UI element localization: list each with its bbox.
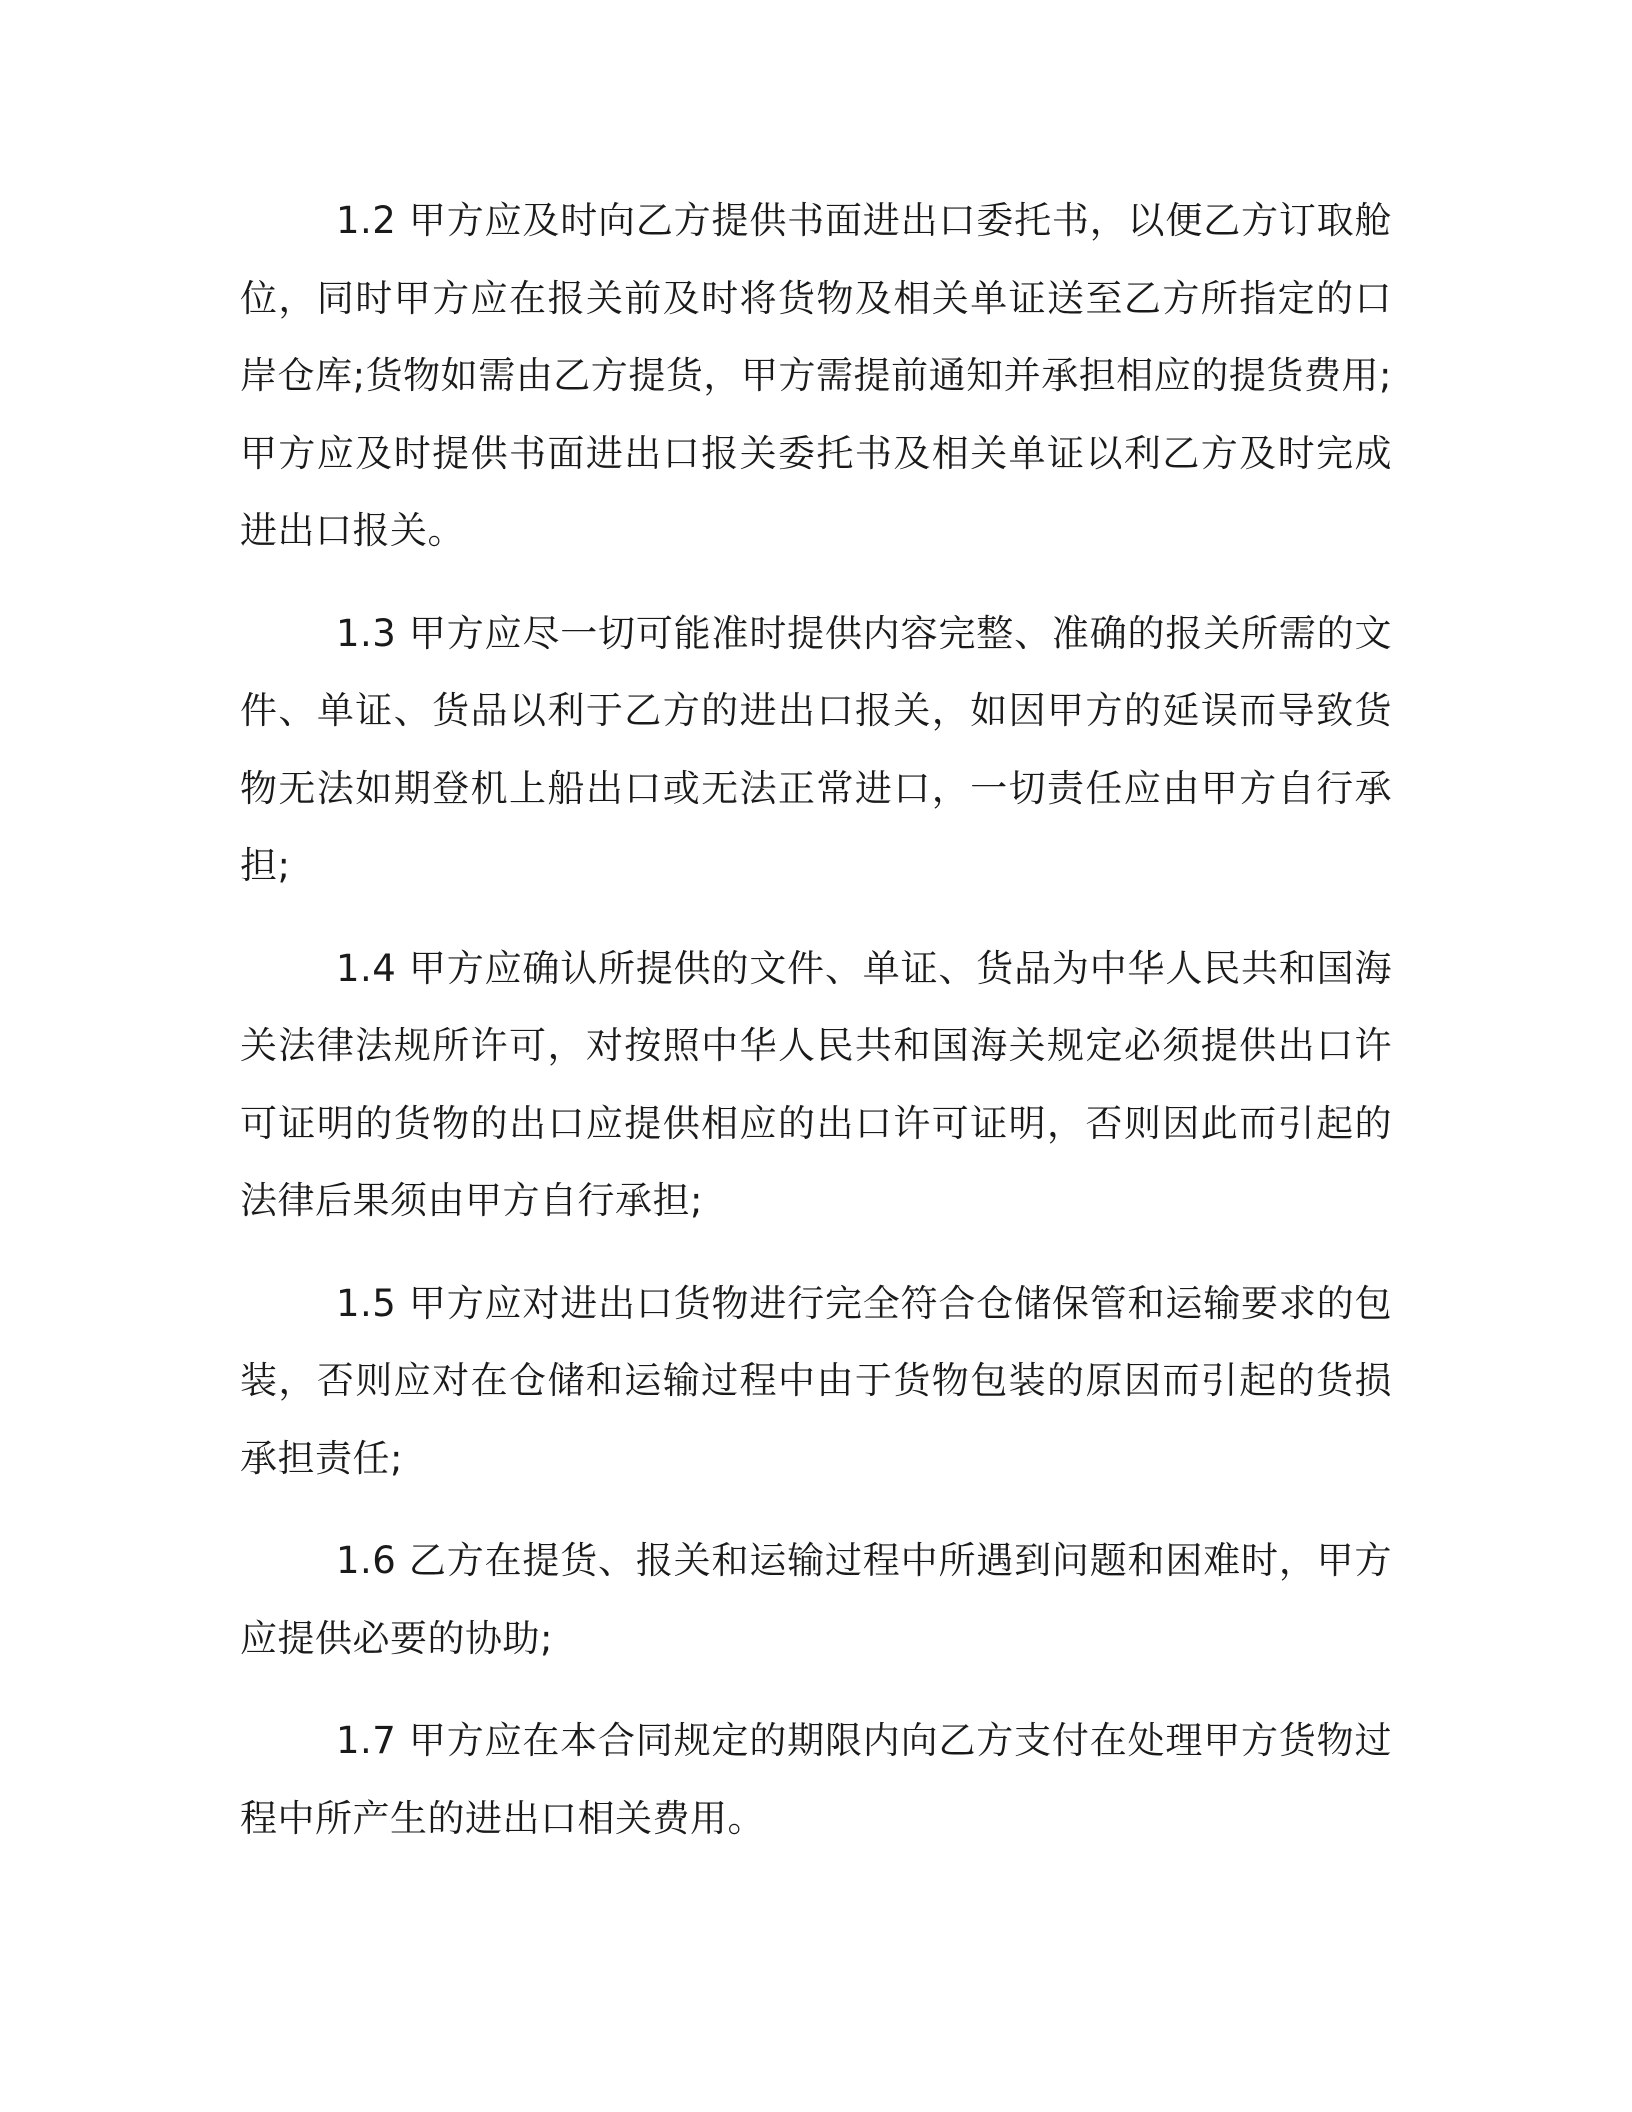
clause-1-2: 1.2 甲方应及时向乙方提供书面进出口委托书，以便乙方订取舱位，同时甲方应在报关前及时将货物及相关单证送至乙方所指定的口岸仓库;货物如需由乙方提货，甲方需提前通知并承担相应的提货费用;甲方应及时提供书面进出口报关委托书及相关单证以利乙方及时完成进出口报关。 — [240, 199, 1392, 552]
clause-1-6: 1.6 乙方在提货、报关和运输过程中所遇到问题和困难时，甲方应提供必要的协助; — [240, 1539, 1392, 1660]
document-body — [240, 182, 1392, 1882]
clause-1-4: 1.4 甲方应确认所提供的文件、单证、货品为中华人民共和国海关法律法规所许可，对按照中华人民共和国海关规定必须提供出口许可证明的货物的出口应提供相应的出口许可证明，否则因此而引起的法律后果须由甲方自行承担; — [240, 946, 1392, 1222]
clause-1-7: 1.7 甲方应在本合同规定的期限内向乙方支付在处理甲方货物过程中所产生的进出口相关费用。 — [240, 1719, 1392, 1840]
clause-1-3: 1.3 甲方应尽一切可能准时提供内容完整、准确的报关所需的文件、单证、货品以利于乙方的进出口报关，如因甲方的延误而导致货物无法如期登机上船出口或无法正常进口，一切责任应由甲方自行承担; — [240, 611, 1392, 887]
clause-1-5: 1.5 甲方应对进出口货物进行完全符合仓储保管和运输要求的包装，否则应对在仓储和运输过程中由于货物包装的原因而引起的货损承担责任; — [240, 1281, 1392, 1480]
